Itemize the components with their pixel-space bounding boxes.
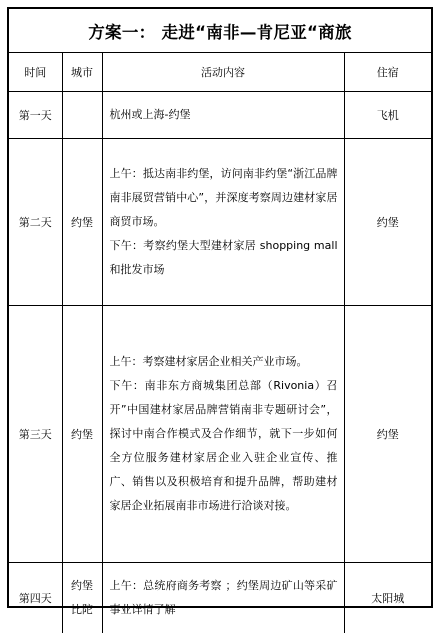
lodging-cell: 约堡 <box>344 139 431 306</box>
activity-text: 下午：考察约堡大型建材家居 shopping mall 和批发市场 <box>110 234 338 282</box>
header-time: 时间 <box>9 53 62 92</box>
table-row <box>9 563 431 633</box>
activity-cell <box>102 139 344 306</box>
table-row <box>9 306 431 563</box>
itinerary-frame <box>7 7 433 608</box>
day-cell: 第四天 <box>9 563 62 633</box>
activity-cell <box>102 306 344 563</box>
activity-text: 杭州或上海-约堡 <box>110 103 338 127</box>
city-line: 约堡 <box>63 574 102 598</box>
city-cell <box>62 563 102 633</box>
activity-cell <box>102 92 344 139</box>
title-row <box>9 9 431 53</box>
activity-cell <box>102 563 344 633</box>
header-row <box>9 53 431 92</box>
itinerary-table <box>9 9 431 633</box>
table-row <box>9 139 431 306</box>
lodging-cell: 太阳城 <box>344 563 431 633</box>
page-title: 方案一： 走进“南非—肯尼亚“商旅 <box>9 9 431 53</box>
city-cell <box>62 92 102 139</box>
table-row <box>9 92 431 139</box>
day-cell: 第二天 <box>9 139 62 306</box>
activity-text: 下午：南非东方商城集团总部（Rivonia）召开”中国建材家居品牌营销南非专题研讨会”，探讨中南合作模式及合作细节，就下一步如何全方位服务建材家居企业入驻企业宣传、推广、销售以及积极培育和提升品牌，帮助建材家居企业拓展南非市场进行洽谈对接。 <box>110 374 338 518</box>
activity-text: 上午：总统府商务考察 ；约堡周边矿山等采矿事业详情了解 <box>110 574 338 622</box>
day-cell: 第三天 <box>9 306 62 563</box>
lodging-cell: 飞机 <box>344 92 431 139</box>
header-city: 城市 <box>62 53 102 92</box>
header-lodging: 住宿 <box>344 53 431 92</box>
lodging-cell: 约堡 <box>344 306 431 563</box>
city-line: 比陀 <box>63 598 102 622</box>
city-cell: 约堡 <box>62 139 102 306</box>
activity-text: 上午：考察建材家居企业相关产业市场。 <box>110 350 338 374</box>
header-activity: 活动内容 <box>102 53 344 92</box>
city-cell: 约堡 <box>62 306 102 563</box>
day-cell: 第一天 <box>9 92 62 139</box>
activity-text: 上午：抵达南非约堡，访问南非约堡“浙江品牌南非展贸营销中心”，并深度考察周边建材家居商贸市场。 <box>110 162 338 234</box>
